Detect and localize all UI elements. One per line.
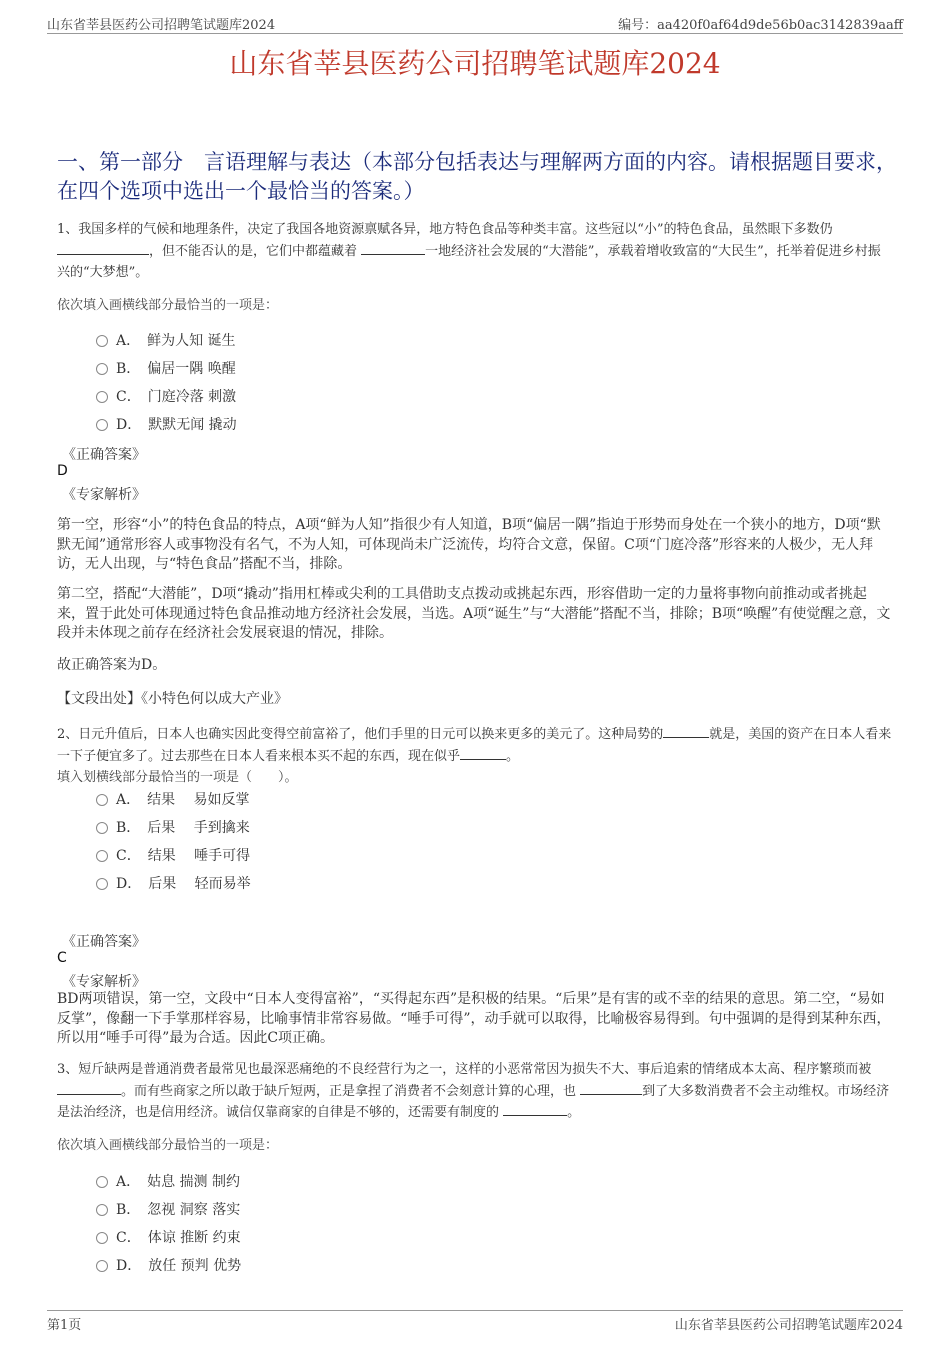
question-2-prompt: 填入划横线部分最恰当的一项是（ ）。 — [57, 770, 298, 785]
radio-button[interactable] — [96, 822, 108, 834]
question-1-option-a[interactable]: A． 鲜为人知 诞生 — [96, 330, 236, 350]
radio-button[interactable] — [96, 1260, 108, 1272]
blank — [460, 747, 506, 760]
blank — [580, 1082, 642, 1095]
question-3-option-d[interactable]: D． 放任 预判 优势 — [96, 1255, 241, 1275]
blank — [57, 242, 149, 255]
question-1-option-b[interactable]: B． 偏居一隅 唤醒 — [96, 358, 236, 378]
question-3-option-a[interactable]: A． 姑息 揣测 制约 — [96, 1171, 240, 1191]
blank — [361, 242, 425, 255]
question-1-text: 1、我国多样的气候和地理条件，决定了我国各地资源禀赋各异，地方特色食品等种类丰富。这些冠以“小”的特色食品，虽然眼下多数仍 ，但不能否认的是，它们中都蕴藏着 一地经济社会发展的“大潜能”，承载着增收致富的“大民生”，托举着促进乡村振兴的“大梦想”。 — [57, 222, 881, 280]
radio-button[interactable] — [96, 850, 108, 862]
radio-button[interactable] — [96, 335, 108, 347]
question-1-prompt: 依次填入画横线部分最恰当的一项是： — [57, 298, 279, 313]
analysis-conclusion: 故正确答案为D。 — [57, 657, 167, 673]
question-2-option-a[interactable]: A． 结果 易如反掌 — [96, 789, 250, 809]
blank — [663, 725, 709, 738]
radio-button[interactable] — [96, 1232, 108, 1244]
radio-button[interactable] — [96, 1204, 108, 1216]
page-number: 第1页 — [47, 1318, 82, 1333]
header-doc-title: 山东省莘县医药公司招聘笔试题库2024 — [47, 18, 276, 33]
analysis-paragraph: 第二空，搭配“大潜能”，D项“撬动”指用杠棒或尖利的工具借助支点拨动或挑起东西，形容借助一定的力量将事物向前推动或者挑起来，置于此处可体现通过特色食品推动地方经济社会发展，当选。A项“诞生”与“大潜能”搭配不当，排除；B项“唤醒”有使觉醒之意，文段并未体现之前存在经济社会发展衰退的情况，排除。 — [57, 586, 891, 641]
question-2-option-b[interactable]: B． 后果 手到擒来 — [96, 817, 250, 837]
source-note: 【文段出处】《小特色何以成大产业》 — [57, 691, 288, 707]
radio-button[interactable] — [96, 419, 108, 431]
header-divider — [47, 33, 903, 34]
question-2-option-d[interactable]: D． 后果 轻而易举 — [96, 873, 251, 893]
radio-button[interactable] — [96, 363, 108, 375]
question-3-text: 3、短斤缺两是普通消费者最常见也最深恶痛绝的不良经营行为之一，这样的小恶常常因为损失不大、事后追索的情绪成本太高、程序繁琐而被 。而有些商家之所以敢于缺斤短两，正是拿捏了消费者不会刻意计算的心理，也 到了大多数消费者不会主动维权。市场经济是法治经济，也是信用经济。诚信仅靠商家的自律是不够的，还需要有制度的 。 — [57, 1062, 890, 1120]
analysis-label: 《专家解析》 — [62, 974, 146, 990]
question-3-prompt: 依次填入画横线部分最恰当的一项是： — [57, 1138, 279, 1153]
question-3-option-c[interactable]: C． 体谅 推断 约束 — [96, 1227, 241, 1247]
blank — [57, 1082, 121, 1095]
blank — [503, 1103, 567, 1116]
question-2-text: 2、日元升值后，日本人也确实因此变得空前富裕了，他们手里的日元可以换来更多的美元了。这种局势的 就是，美国的资产在日本人看来一下子便宜多了。过去那些在日本人看来根本买不起的东西，现在似乎 。 — [57, 727, 892, 764]
analysis-paragraph: 第一空，形容“小”的特色食品的特点，A项“鲜为人知”指很少有人知道，B项“偏居一隅”指迫于形势而身处在一个狭小的地方，D项“默默无闻”通常形容人或事物没有名气，不为人知，可体现尚未广泛流传，均符合文意，保留。C项“门庭冷落”形容来的人极少，无人拜访，无人出现，与“特色食品”搭配不当，排除。 — [57, 517, 881, 572]
radio-button[interactable] — [96, 1176, 108, 1188]
footer-doc-title: 山东省莘县医药公司招聘笔试题库2024 — [674, 1318, 903, 1333]
section-heading: 一、第一部分 言语理解与表达（本部分包括表达与理解两方面的内容。请根据题目要求，在四个选项中选出一个最恰当的答案。） — [57, 150, 897, 203]
answer-label: 《正确答案》 — [62, 447, 146, 463]
analysis-paragraph: BD两项错误，第一空，文段中“日本人变得富裕”，“买得起东西”是积极的结果。“后果”是有害的或不幸的结果的意思。第二空，“易如反掌”，像翻一下手掌那样容易，比喻事情非常容易做。“唾手可得”，动手就可以取得，比喻极容易得到。句中强调的是得到某种东西，所以用“唾手可得”最为合适。因此C项正确。 — [57, 991, 891, 1046]
question-1-option-d[interactable]: D． 默默无闻 撬动 — [96, 414, 237, 434]
answer-value: D — [57, 463, 68, 479]
analysis-label: 《专家解析》 — [62, 487, 146, 503]
radio-button[interactable] — [96, 878, 108, 890]
footer-divider — [47, 1310, 903, 1311]
header-doc-id: 编号：aa420f0af64d9de56b0ac3142839aaff — [618, 18, 903, 33]
page-title: 山东省莘县医药公司招聘笔试题库2024 — [229, 47, 721, 80]
radio-button[interactable] — [96, 391, 108, 403]
answer-value: C — [57, 950, 67, 966]
question-1-option-c[interactable]: C． 门庭冷落 刺激 — [96, 386, 236, 406]
radio-button[interactable] — [96, 794, 108, 806]
answer-label: 《正确答案》 — [62, 934, 146, 950]
question-2-option-c[interactable]: C． 结果 唾手可得 — [96, 845, 250, 865]
question-3-option-b[interactable]: B． 忽视 洞察 落实 — [96, 1199, 240, 1219]
